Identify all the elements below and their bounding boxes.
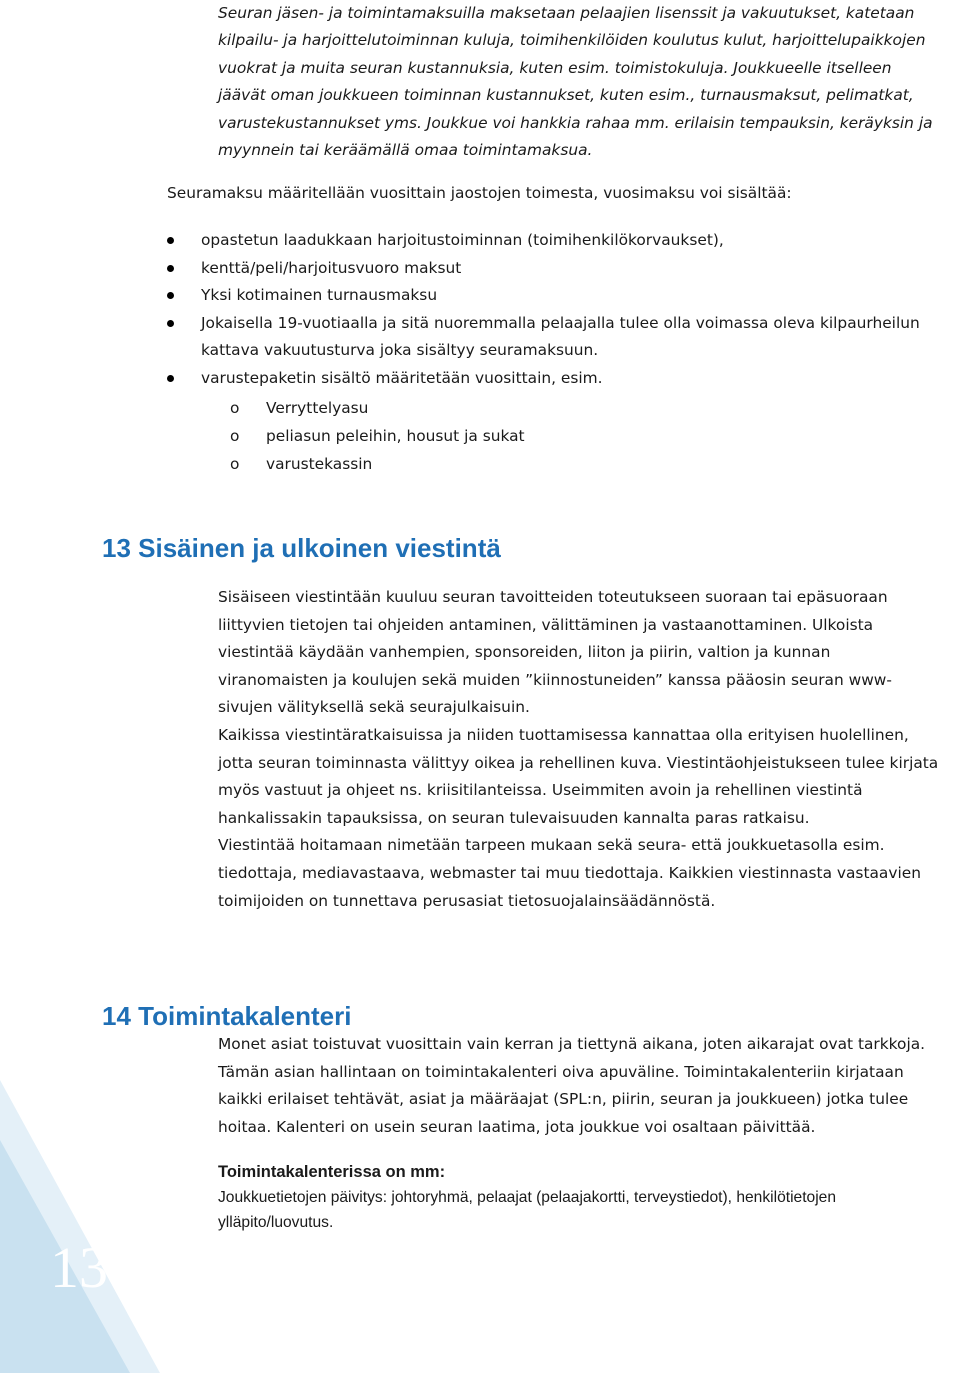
calendar-subheading: Toimintakalenterissa on mm:: [218, 1163, 446, 1181]
italic-line: kilpailu- ja harjoittelutoiminnan kuluja, toimihenkilöiden koulutus kulut, harjoittelupaikkojen: [218, 31, 926, 50]
calendar-item-line: ylläpito/luovutus.: [218, 1213, 334, 1231]
calendar-item-line: Joukkuetietojen päivitys: johtoryhmä, pelaajat (pelaajakortti, terveystiedot), henkilötietojen: [218, 1189, 837, 1206]
italic-line: vuokrat ja muita seuran kustannuksia, kuten esim. toimistokuluja. Joukkueelle itselleen: [218, 58, 892, 77]
section-13-line: liittyvien tietojen tai ohjeiden antaminen, välittäminen ja vastaanottaminen. Ulkoista: [218, 615, 874, 634]
list-item: [165, 255, 955, 283]
list-item-text: opastetun laadukkaan harjoitustoiminnan (toimihenkilökorvaukset),: [201, 231, 724, 249]
section-13-line: Sisäiseen viestintään kuuluu seuran tavoitteiden toteutukseen suoraan tai epäsuoraan: [218, 588, 888, 606]
sub-bullet-marker: o: [230, 399, 240, 417]
section-13-line: sivujen välityksellä sekä seurajulkaisuin.: [218, 698, 530, 717]
sub-list-item-text: Verryttelyasu: [266, 399, 369, 417]
list-item: [165, 365, 955, 393]
bullet-dot-icon: [167, 375, 174, 382]
bullet-dot-icon: [167, 320, 174, 327]
list-item-text: Yksi kotimainen turnausmaksu: [201, 286, 438, 305]
list-item-text: kattava vakuutusturva joka sisältyy seuramaksuun.: [201, 341, 599, 360]
list-item: [165, 227, 955, 255]
sub-list-item-text: peliasun peleihin, housut ja sukat: [266, 427, 525, 445]
italic-line: varustekustannukset yms. Joukkue voi hankkia rahaa mm. erilaisin tempauksin, keräyksin ja: [218, 113, 933, 132]
italic-line: jäävät oman joukkueen toiminnan kustannukset, kuten esim., turnausmaksut, pelimatkat,: [218, 86, 914, 105]
list-item-text: kenttä/peli/harjoitusvuoro maksut: [201, 258, 462, 277]
bullet-dot-icon: [167, 292, 174, 299]
section-13-line: jotta seuran toiminnasta välittyy oikea ja rehellinen kuva. Viestintäohjeistukseen tulee kirjata: [218, 753, 939, 772]
section-13-line: Viestintää hoitamaan nimetään tarpeen mukaan sekä seura- että joukkuetasolla esim.: [218, 836, 885, 855]
section-13-heading: 13 Sisäinen ja ulkoinen viestintä: [102, 533, 501, 563]
section-14-body: [218, 1031, 925, 1141]
sub-list-item: [230, 422, 525, 450]
section-14-heading: 14 Toimintakalenteri: [102, 1001, 352, 1031]
bullet-dot-icon: [167, 237, 174, 244]
section-13-body: [218, 584, 938, 915]
sub-bullet-marker: o: [230, 427, 240, 445]
sub-list-item-text: varustekassin: [266, 455, 373, 473]
section-13-line: viestintää käydään vanhempien, sponsoreiden, liiton ja piirin, valtion ja kunnan: [218, 643, 831, 662]
bullet-dot-icon: [167, 265, 174, 272]
page-number: 13: [50, 1235, 108, 1300]
italic-paragraph: [218, 0, 956, 164]
section-14-line: kaikki erilaiset tehtävät, asiat ja määräajat (SPL:n, piirin, seuran ja joukkueen) jotka tulee: [218, 1090, 909, 1109]
corner-decoration: [0, 1080, 160, 1373]
section-13-line: tiedottaja, mediavastaava, webmaster tai muu tiedottaja. Kaikkien viestinnasta vastaavien: [218, 863, 921, 882]
section-13-line: Kaikissa viestintäratkaisuissa ja niiden tuottamisessa kannattaa olla erityisen huolellinen,: [218, 725, 909, 744]
italic-line: Seuran jäsen- ja toimintamaksuilla maksetaan pelaajien lisenssit ja vakuutukset, katetaan: [218, 4, 915, 22]
list-item: [165, 310, 955, 365]
section-14-line: Tämän asian hallintaan on toimintakalenteri oiva apuväline. Toimintakalenteriin kirjataan: [218, 1062, 904, 1081]
calendar-items: [218, 1186, 836, 1235]
equipment-sublist: [230, 394, 525, 478]
section-14-line: Monet asiat toistuvat vuosittain vain kerran ja tiettynä aikana, joten aikarajat ovat tarkkoja.: [218, 1035, 926, 1053]
sub-bullet-marker: o: [230, 455, 240, 473]
list-item-text: varustepaketin sisältö määritetään vuosittain, esim.: [201, 368, 603, 387]
fee-contents-list: [165, 227, 955, 393]
section-13-line: toimijoiden on tunnettava perusasiat tietosuojalainsäädännöstä.: [218, 891, 716, 910]
membership-fee-intro: Seuramaksu määritellään vuosittain jaostojen toimesta, vuosimaksu voi sisältää:: [167, 184, 792, 202]
section-13-line: hankalissakin tapauksissa, on seuran tulevaisuuden kannalta paras ratkaisu.: [218, 808, 810, 827]
section-13-line: myös vastuut ja ohjeet ns. kriisitilanteissa. Useimmiten avoin ja rehellinen viestintä: [218, 781, 863, 800]
section-14-line: hoitaa. Kalenteri on usein seuran laatima, jota joukkue voi osaltaan päivittää.: [218, 1117, 816, 1136]
list-item-text: Jokaisella 19-vuotiaalla ja sitä nuoremmalla pelaajalla tulee olla voimassa oleva kilpaurheilun: [201, 313, 920, 332]
sub-list-item: [230, 394, 525, 422]
section-13-line: viranomaisten ja koulujen sekä muiden ”kiinnostuneiden” kanssa pääosin seuran www-: [218, 670, 892, 689]
italic-line: myynnein tai keräämällä omaa toimintamaksua.: [218, 141, 593, 160]
sub-list-item: [230, 450, 525, 478]
list-item: [165, 282, 955, 310]
